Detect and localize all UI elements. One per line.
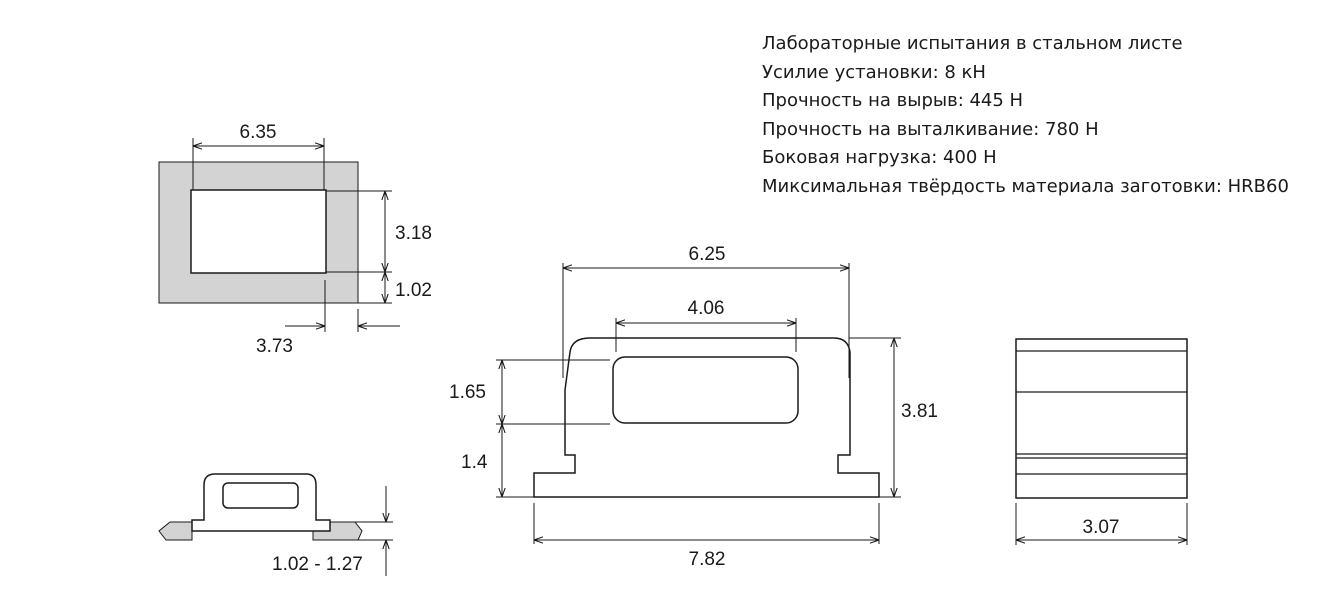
spec-lateral-load: Боковая нагрузка: 400 Н [762,147,997,169]
spec-lab-tests: Лабораторные испытания в стальном листе [762,33,1183,54]
dim-slot-width: 4.06 [687,298,725,319]
nut-slot [613,357,798,423]
spec-pushout-strength: Прочность на выталкивание: 780 Н [762,118,1099,140]
installed-view [159,474,393,576]
installed-nut-slot [223,483,298,508]
spec-pullout-strength: Прочность на вырыв: 445 Н [762,90,1024,112]
panel-hole-view [159,122,432,357]
specifications-block [762,30,1289,202]
dim-top-width: 6.25 [688,244,726,265]
dim-edge-2: 3.73 [256,336,293,357]
dim-edge-1: 1.02 [395,280,432,301]
dim-hole-width: 6.35 [239,122,277,143]
spec-max-hardness: Миксимальная твёрдость материала заготовки: HRB60 [762,175,1289,197]
dim-flange-height: 1.4 [461,452,488,473]
mounting-hole [191,190,326,273]
dim-slot-height: 1.65 [449,382,486,403]
dim-base-width: 7.82 [688,549,726,570]
dim-hole-height: 3.18 [395,223,432,244]
spec-install-force: Усилие установки: 8 кН [762,61,986,83]
dim-total-height: 3.81 [901,401,938,422]
dim-side-width: 3.07 [1082,517,1120,538]
dim-sheet-thickness: 1.02 - 1.27 [272,554,363,575]
side-view [1016,339,1187,545]
front-view [449,244,938,570]
